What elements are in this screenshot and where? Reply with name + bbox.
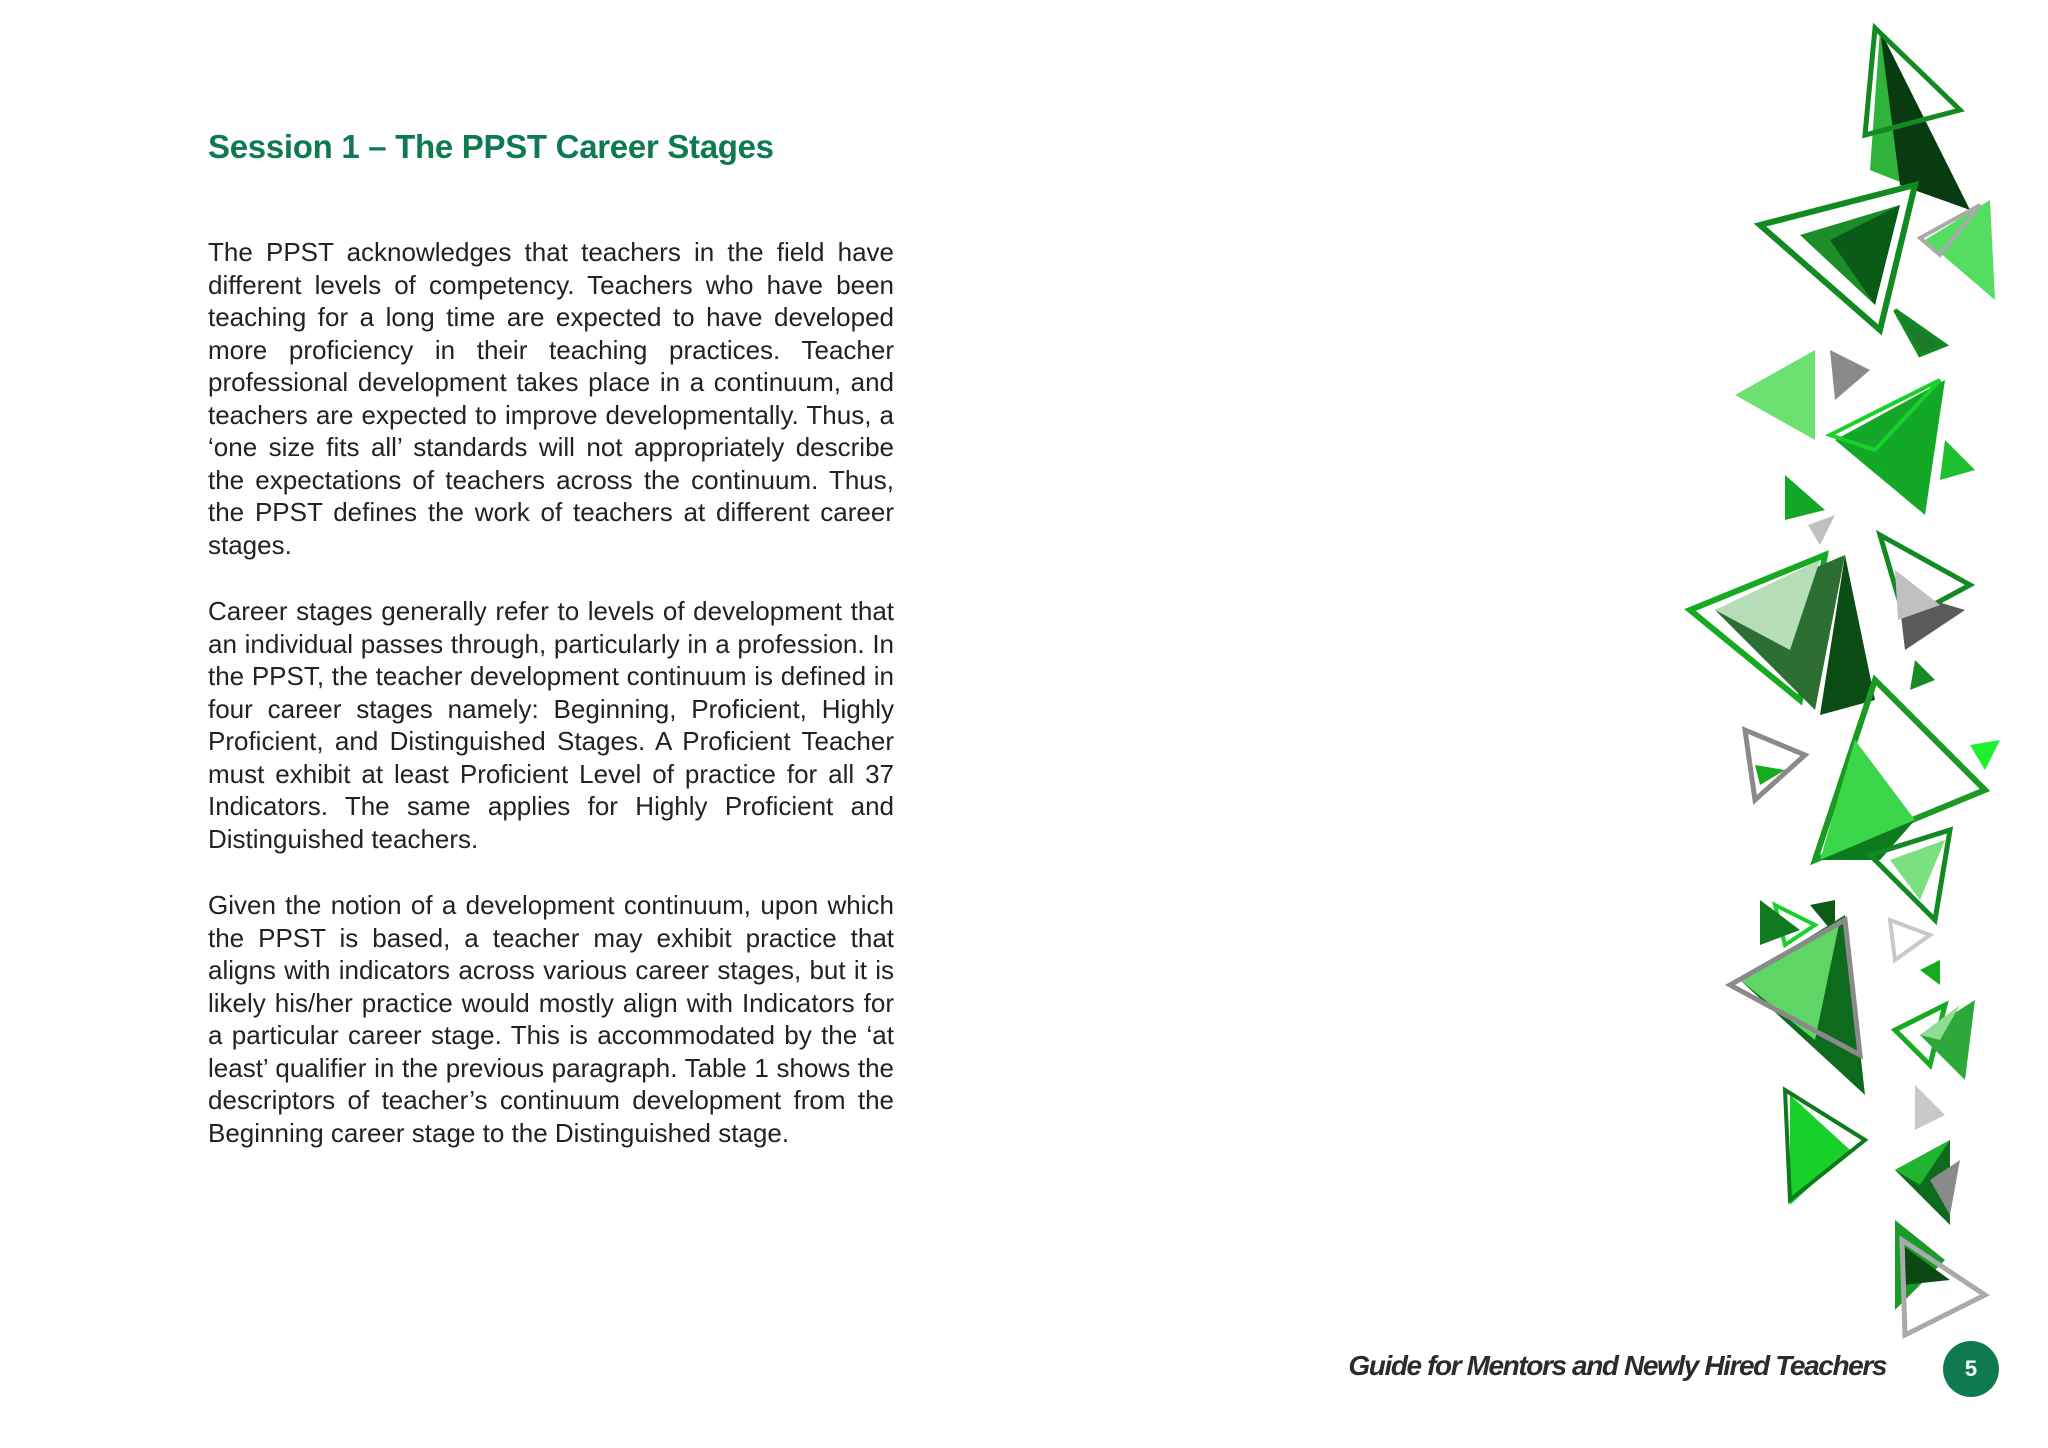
body-text [208, 236, 894, 1183]
paragraph-2: Career stages generally refer to levels of development that an individual passes through, particularly in a profession. In the PPST, the teacher development continuum is defined in four career stages namely: Beginning, Proficient, Highly Proficient, and Distinguished Stages. A Proficient Teacher must exhibit at least Proficient Level of practice for all 37 Indicators. The same applies for Highly Proficient and Distinguished teachers. [208, 596, 894, 854]
paragraph-1: The PPST acknowledges that teachers in the field have different levels of competency. Teachers who have been teaching for a long time are expected to have developed more proficiency in their teaching practices. Teacher professional development takes place in a continuum, and teachers are expected to improve developmentally. Thus, a ‘one size fits all’ standards will not appropriately describe the expectations of teachers across the continuum. Thus, the PPST defines the work of teachers at different career stages. [208, 237, 894, 560]
footer-guide-title: Guide for Mentors and Newly Hired Teachers [1348, 1350, 1886, 1381]
session-title: Session 1 – The PPST Career Stages [208, 128, 774, 165]
paragraph-3: Given the notion of a development continuum, upon which the PPST is based, a teacher may exhibit practice that aligns with indicators across various career stages, but it is likely his/her practice would mostly align with Indicators for a particular career stage. This is accommodated by the ‘at least’ qualifier in the previous paragraph. Table 1 shows the descriptors of teacher’s continuum development from the Beginning career stage to the Distinguished stage. [208, 890, 894, 1148]
green-triangle-pattern-icon [1640, 0, 2048, 1360]
page-number-badge: 5 [1943, 1341, 1999, 1397]
